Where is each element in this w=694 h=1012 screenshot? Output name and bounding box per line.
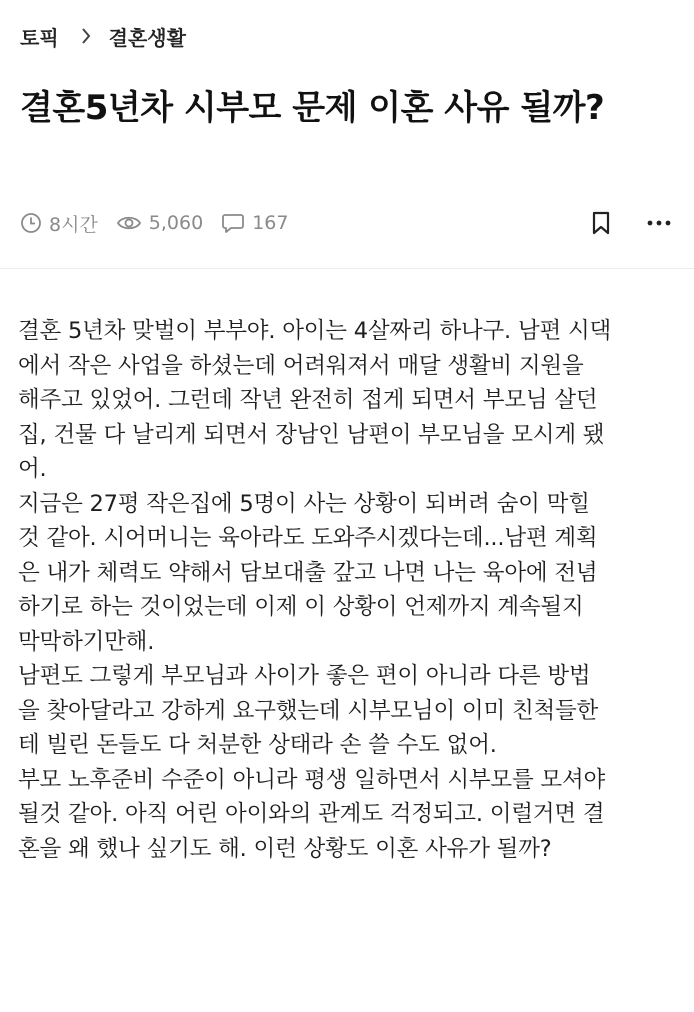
post-body-line: 될것 같아. 아직 어린 아이와의 관계도 걱정되고. 이럴거면 결	[18, 801, 605, 827]
post-body-line: 해주고 있었어. 그런데 작년 완전히 접게 되면서 부모님 살던	[18, 387, 598, 413]
more-dots-icon	[647, 220, 671, 226]
post-body-line: 부모 노후준비 수준이 아니라 평생 일하면서 시부모를 모셔야	[18, 766, 606, 793]
post-body-line: 남편도 그렇게 부모님과 사이가 좋은 편이 아니라 다른 방법	[18, 663, 591, 689]
breadcrumb-category-link[interactable]: 결혼생활	[108, 25, 186, 50]
post-body-line: 을 찾아달라고 강하게 요구했는데 시부모님이 이미 친척들한	[18, 697, 599, 724]
more-options-button[interactable]	[644, 208, 674, 238]
post-time-text: 8시간	[49, 213, 98, 236]
post-body-line: 집, 건물 다 날리게 되면서 장남인 남편이 부모님을 모시게 됐	[18, 421, 605, 448]
post-body-line: 결혼 5년차 맞벌이 부부야. 아이는 4살짜리 하나구. 남편 시댁	[18, 318, 612, 344]
post-body-line: 것 같아. 시어머니는 육아라도 도와주시겠다는데...남편 계획	[18, 525, 598, 551]
post-body	[18, 314, 683, 866]
view-count-text: 5,060	[148, 212, 204, 234]
comment-count[interactable]	[221, 212, 288, 234]
eye-icon	[116, 212, 142, 234]
post-body-line: 지금은 27평 작은집에 5명이 사는 상황이 되버려 숨이 막힐	[18, 490, 590, 517]
chevron-right-icon	[81, 28, 91, 44]
breadcrumb	[20, 22, 186, 50]
breadcrumb-topic-link[interactable]: 토픽	[20, 25, 59, 50]
bookmark-icon	[591, 211, 611, 235]
post-title: 결혼5년차 시부모 문제 이혼 사유 될까?	[20, 88, 605, 128]
post-meta	[20, 208, 674, 238]
post-body-line: 은 내가 체력도 약해서 담보대출 갚고 나면 나는 육아에 전념	[18, 559, 598, 586]
post-body-line: 하기로 하는 것이었는데 이제 이 상황이 언제까지 계속될지	[18, 594, 584, 620]
post-time	[20, 210, 98, 237]
post-body-line: 테 빌린 돈들도 다 처분한 상태라 손 쓸 수도 없어.	[18, 732, 497, 758]
clock-icon	[20, 212, 42, 234]
post-body-line: 에서 작은 사업을 하셨는데 어려워져서 매달 생활비 지원을	[18, 352, 584, 379]
speech-bubble-icon	[221, 212, 245, 234]
comment-count-text: 167	[252, 212, 289, 234]
post-body-line: 막막하기만해.	[18, 628, 155, 655]
post-body-line: 혼을 왜 했나 싶기도 해. 이런 상황도 이혼 사유가 될까?	[18, 835, 552, 862]
view-count	[116, 212, 203, 234]
divider	[0, 268, 694, 269]
post-body-line: 어.	[18, 456, 47, 482]
bookmark-button[interactable]	[586, 208, 616, 238]
